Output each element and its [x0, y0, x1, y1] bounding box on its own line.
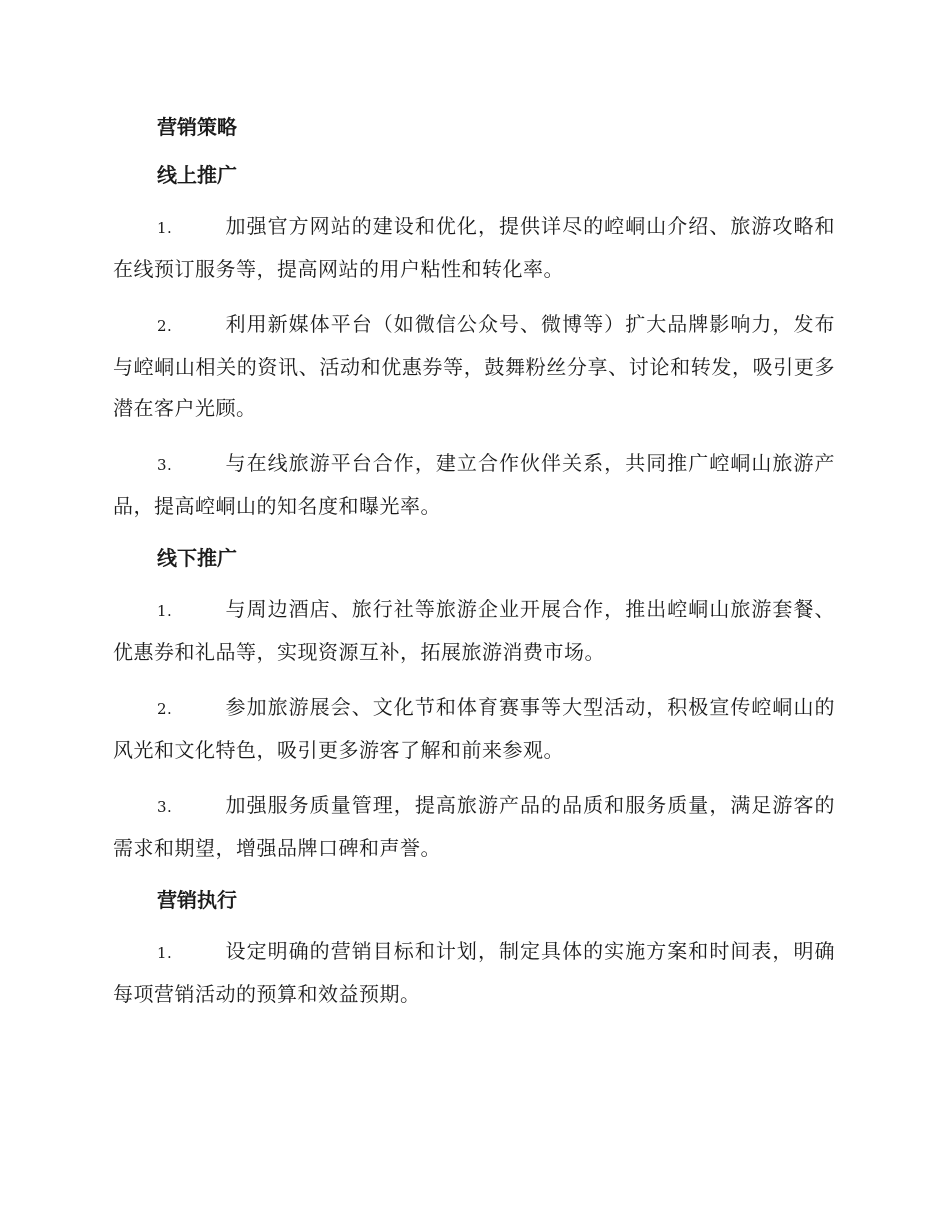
list-item-number: 2. [157, 700, 173, 718]
list-item-text: 与周边酒店、旅行社等旅游企业开展合作，推出崆峒山旅游套餐、优惠券和礼品等，实现资源互补，拓展旅游消费市场。 [113, 597, 835, 664]
list-item [113, 785, 835, 869]
list-item-number: 1. [157, 219, 173, 237]
list-item [113, 589, 835, 673]
list-item-number: 2. [157, 317, 173, 335]
list-item [113, 443, 835, 527]
list-item-text: 与在线旅游平台合作，建立合作伙伴关系，共同推广崆峒山旅游产品，提高崆峒山的知名度和曝光率。 [113, 451, 835, 518]
list-item-text: 设定明确的营销目标和计划，制定具体的实施方案和时间表，明确每项营销活动的预算和效益预期。 [113, 939, 835, 1006]
list-item-number: 1. [157, 602, 173, 620]
list-item [113, 931, 835, 1015]
section-heading-marketing-execution: 营销执行 [157, 888, 237, 912]
section-heading-offline-promotion: 线下推广 [157, 546, 237, 570]
list-item [113, 687, 835, 771]
list-item-text: 加强服务质量管理，提高旅游产品的品质和服务质量，满足游客的需求和期望，增强品牌口碑和声誉。 [113, 793, 835, 860]
list-item [113, 304, 835, 429]
list-item [113, 206, 835, 290]
list-item-text: 利用新媒体平台（如微信公众号、微博等）扩大品牌影响力，发布与崆峒山相关的资讯、活动和优惠券等，鼓舞粉丝分享、讨论和转发，吸引更多潜在客户光顾。 [113, 312, 835, 420]
section-heading-marketing-strategy: 营销策略 [157, 115, 237, 139]
list-item-number: 3. [157, 456, 173, 474]
list-item-text: 参加旅游展会、文化节和体育赛事等大型活动，积极宣传崆峒山的风光和文化特色，吸引更多游客了解和前来参观。 [113, 695, 835, 762]
section-heading-online-promotion: 线上推广 [157, 163, 237, 187]
list-item-text: 加强官方网站的建设和优化，提供详尽的崆峒山介绍、旅游攻略和在线预订服务等，提高网站的用户粘性和转化率。 [113, 214, 835, 281]
list-item-number: 3. [157, 798, 173, 816]
list-item-number: 1. [157, 944, 173, 962]
document-page [113, 110, 835, 1015]
